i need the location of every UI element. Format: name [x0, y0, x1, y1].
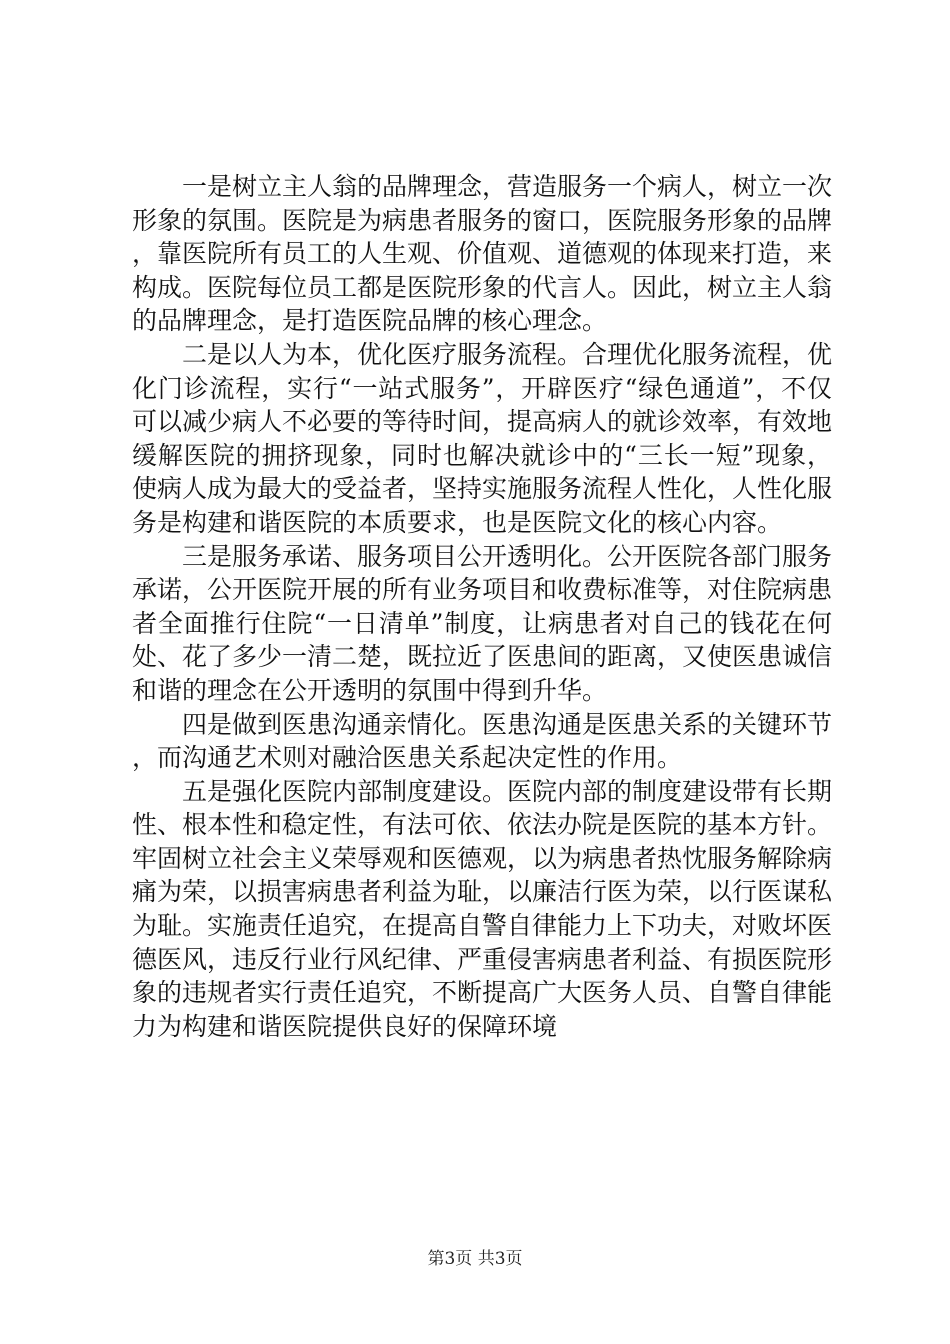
paragraph-3: 三是服务承诺、服务项目公开透明化。公开医院各部门服务承诺，公开医院开展的所有业务项目和收费标准等，对住院病患者全面推行住院“一日清单”制度，让病患者对自己的钱花在何处、花了多少一清二楚，既拉近了医患间的距离，又使医患诚信和谐的理念在公开透明的氛围中得到升华。	[132, 541, 833, 705]
paragraph-2: 二是以人为本，优化医疗服务流程。合理优化服务流程，优化门诊流程，实行“一站式服务”，开辟医疗“绿色通道”，不仅可以减少病人不必要的等待时间，提高病人的就诊效率，有效地缓解医院的拥挤现象，同时也解决就诊中的“三长一短”现象，使病人成为最大的受益者，坚持实施服务流程人性化，人性化服务是构建和谐医院的本质要求，也是医院文化的核心内容。	[132, 339, 833, 537]
paragraph-4: 四是做到医患沟通亲情化。医患沟通是医患关系的关键环节，而沟通艺术则对融洽医患关系起决定性的作用。	[132, 709, 833, 773]
page-number-footer: 第3页 共3页	[427, 1249, 523, 1269]
paragraph-1: 一是树立主人翁的品牌理念，营造服务一个病人，树立一次形象的氛围。医院是为病患者服务的窗口，医院服务形象的品牌，靠医院所有员工的人生观、价值观、道德观的体现来打造，来构成。医院每位员工都是医院形象的代言人。因此，树立主人翁的品牌理念，是打造医院品牌的核心理念。	[132, 172, 833, 336]
paragraph-5: 五是强化医院内部制度建设。医院内部的制度建设带有长期性、根本性和稳定性，有法可依、依法办院是医院的基本方针。牢固树立社会主义荣辱观和医德观，以为病患者热忱服务解除病痛为荣，以损害病患者利益为耻，以廉洁行医为荣，以行医谋私为耻。实施责任追究，在提高自警自律能力上下功夫，对败坏医德医风，违反行业行风纪律、严重侵害病患者利益、有损医院形象的违规者实行责任追究，不断提高广大医务人员、自警自律能力为构建和谐医院提供良好的保障环境	[132, 776, 833, 1041]
document-body	[132, 170, 832, 1043]
